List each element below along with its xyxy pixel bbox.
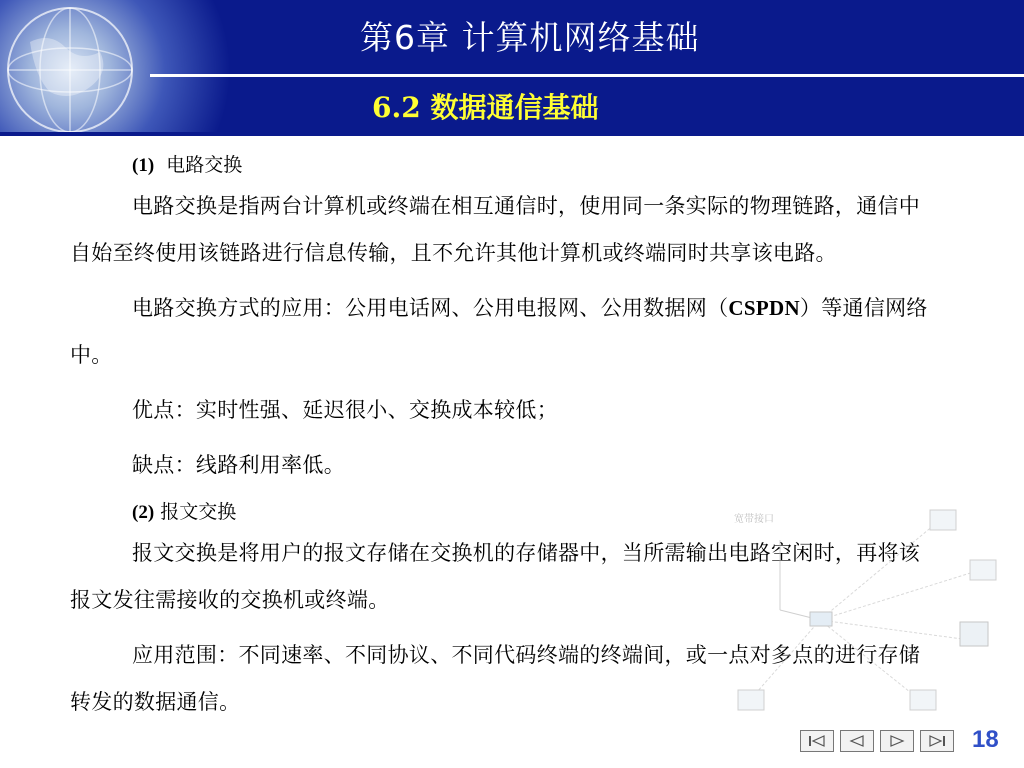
circuit-heading-number: (1)	[132, 155, 155, 176]
next-slide-button[interactable]	[880, 730, 914, 752]
disadvantages-text: 缺点：线路利用率低。	[132, 453, 345, 477]
circuit-heading-text: 电路交换	[166, 154, 243, 176]
chapter-title: 第6章 计算机网络基础	[360, 18, 700, 57]
message-scope: 应用范围：不同速率、不同协议、不同代码终端的终端间，或一点对多点的进行存储转发的数据通信。	[70, 643, 921, 714]
computer-icon	[910, 690, 936, 710]
section-title: 6.2 数据通信基础	[372, 91, 599, 124]
circuit-heading	[132, 150, 936, 181]
monitor-icon	[960, 622, 988, 646]
computer-icon	[930, 510, 956, 530]
previous-slide-button[interactable]	[840, 730, 874, 752]
circuit-application	[70, 285, 936, 379]
next-icon	[888, 735, 906, 747]
cspdn-code: CSPDN	[728, 296, 800, 320]
globe-icon	[0, 0, 140, 132]
last-icon	[928, 735, 946, 747]
slide-navigation	[800, 730, 954, 752]
last-slide-button[interactable]	[920, 730, 954, 752]
computer-icon	[970, 560, 996, 580]
advantages-text: 优点：实时性强、延迟很小、交换成本较低；	[132, 398, 558, 422]
circuit-app-suffix: ）等通信网络中。	[70, 296, 928, 367]
page-number: 18	[972, 726, 999, 753]
first-slide-button[interactable]	[800, 730, 834, 752]
illustration-label: 宽带接口	[734, 514, 774, 525]
network-illustration	[720, 500, 1020, 730]
slide-header	[0, 0, 1024, 132]
first-icon	[808, 735, 826, 747]
circuit-app-prefix: 电路交换方式的应用：公用电话网、公用电报网、公用数据网（	[132, 296, 729, 320]
prev-icon	[848, 735, 866, 747]
message-definition: 报文交换是将用户的报文存储在交换机的存储器中，当所需输出电路空闲时，再将该报文发往需接收的交换机或终端。	[70, 541, 921, 612]
computer-icon	[738, 690, 764, 710]
header-bottom-rule	[0, 132, 1024, 136]
circuit-definition: 电路交换是指两台计算机或终端在相互通信时，使用同一条实际的物理链路，通信中自始至终使用该链路进行信息传输，且不允许其他计算机或终端同时共享该电路。	[70, 194, 921, 265]
message-heading-text: 报文交换	[160, 501, 237, 523]
header-divider	[150, 74, 1024, 77]
message-heading-number: (2)	[132, 502, 155, 523]
router-icon	[810, 612, 832, 626]
